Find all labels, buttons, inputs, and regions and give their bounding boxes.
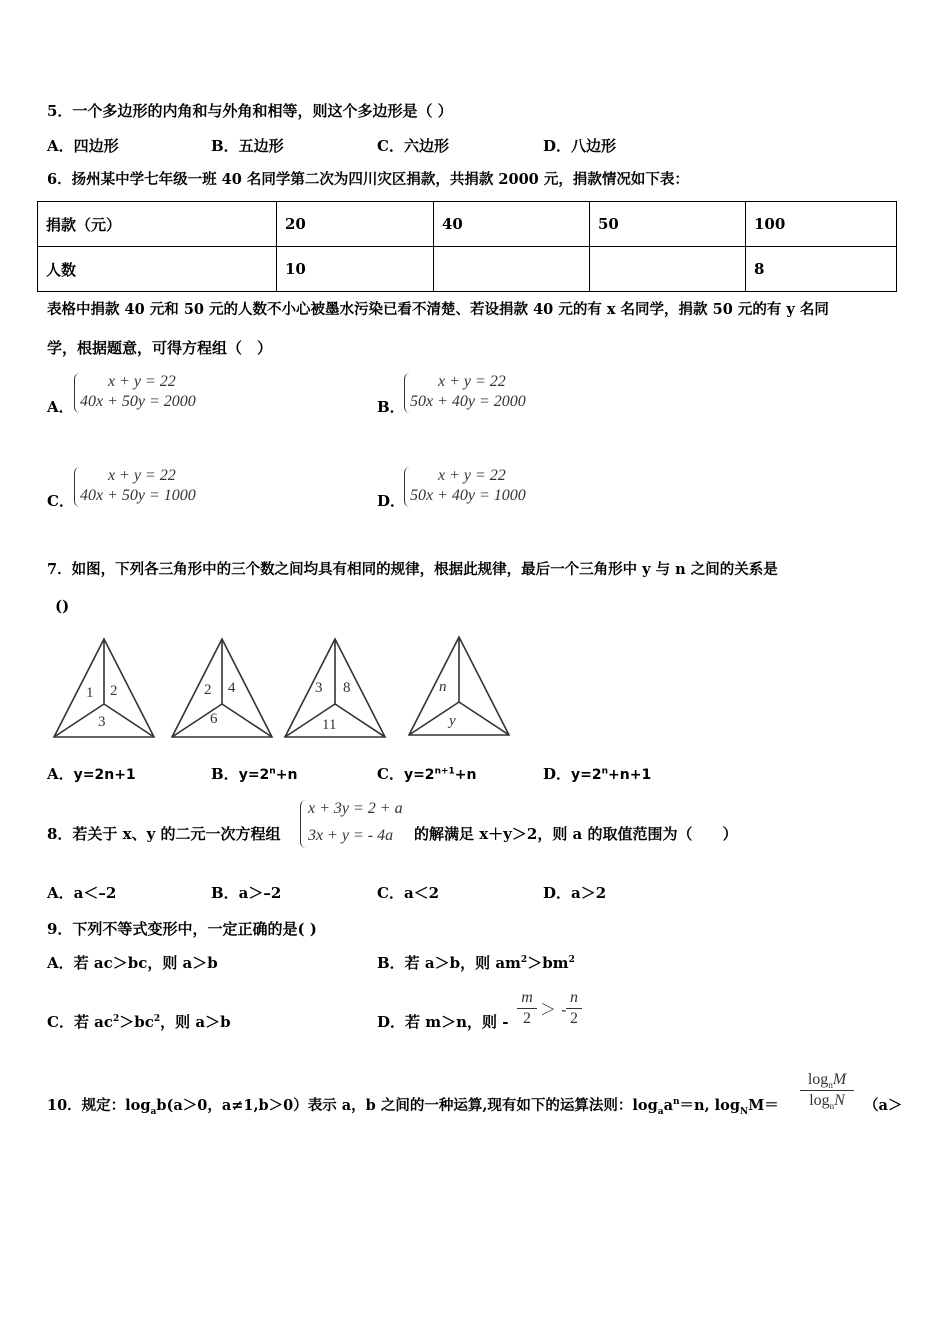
q8-equation-system xyxy=(300,800,412,850)
equation: 3x + y = - 4a xyxy=(308,827,394,844)
triangle-number: 6 xyxy=(210,711,218,727)
option-text: +n xyxy=(454,767,477,783)
q7-option-a xyxy=(47,764,136,785)
option-text: ，则 a＞b xyxy=(160,1013,231,1031)
equation: 50x + 40y = 2000 xyxy=(410,393,526,410)
option-text: ＞bc xyxy=(119,1013,154,1031)
stem-text: M＝ xyxy=(748,1097,779,1114)
q5-option-b: B．五边形 xyxy=(211,137,284,155)
triangle-number: 11 xyxy=(322,717,337,733)
equation: 40x + 50y = 1000 xyxy=(80,487,196,504)
equation: x + y = 22 xyxy=(108,373,176,390)
option-text: y=2 xyxy=(571,767,602,783)
triangle-number: 3 xyxy=(98,714,106,730)
q8-stem-end: 的解满足 x＋y＞2，则 a 的取值范围为（ ） xyxy=(414,825,738,843)
equation: x + y = 22 xyxy=(108,467,176,484)
q5-option-a: A．四边形 xyxy=(47,137,119,155)
q9-option-a: A．若 ac＞bc，则 a＞b xyxy=(47,954,218,972)
table-row xyxy=(38,202,897,247)
table-cell: 20 xyxy=(277,202,434,247)
option-text: y=2 xyxy=(238,767,270,783)
numerator: m xyxy=(521,989,533,1006)
equation: 50x + 40y = 1000 xyxy=(410,487,526,504)
exponent: 2 xyxy=(568,955,575,965)
exponent: n xyxy=(601,766,609,777)
q8-option-c: C．a＜2 xyxy=(377,884,440,902)
q7-stem: 7．如图，下列各三角形中的三个数之间均具有相同的规律，根据此规律，最后一个三角形中 y 与 n 之间的关系是 xyxy=(47,561,778,578)
exponent: n xyxy=(269,766,276,777)
triangle-number: 1 xyxy=(86,685,94,701)
exponent: 2 xyxy=(113,1014,120,1024)
option-text: ＞bm xyxy=(527,954,569,972)
stem-text: 10．规定：log xyxy=(47,1097,151,1114)
equation: x + 3y = 2 + a xyxy=(308,800,403,817)
option-label: C． xyxy=(377,765,404,783)
exponent: 2 xyxy=(520,955,528,965)
triangle-number: 3 xyxy=(315,680,323,696)
greater-than-sign: ＞ - xyxy=(540,1000,567,1019)
table-cell: 100 xyxy=(746,202,897,247)
q6-text-line2: 学，根据题意，可得方程组（ ） xyxy=(47,339,273,357)
triangle-figure-2 xyxy=(168,634,278,742)
table-cell: 人数 xyxy=(38,247,277,292)
denominator: 2 xyxy=(570,1010,578,1027)
q6-option-b-system xyxy=(404,373,564,417)
subscript: a xyxy=(657,1106,664,1117)
triangle-figure-3 xyxy=(281,634,391,742)
numerator xyxy=(800,1070,854,1090)
donation-table xyxy=(37,201,897,292)
q8-stem-start: 8．若关于 x、y 的二元一次方程组 xyxy=(47,825,281,843)
q7-option-c xyxy=(377,764,476,785)
triangle-number: 8 xyxy=(343,680,351,696)
numerator: n xyxy=(570,989,578,1006)
q6-option-a-system xyxy=(74,373,234,417)
subscript: n xyxy=(829,1101,835,1112)
triangle-number: 4 xyxy=(228,680,236,696)
brace xyxy=(300,800,308,848)
q6-stem: 6．扬州某中学七年级一班 40 名同学第二次为四川灾区捐款，共捐款 2000 元，捐款情况如下表： xyxy=(47,171,689,188)
q9-stem: 9．下列不等式变形中，一定正确的是( ) xyxy=(47,920,317,938)
option-text: +n xyxy=(275,767,298,783)
q8-option-a: A．a＜–2 xyxy=(47,884,117,902)
variable: N xyxy=(834,1092,845,1109)
stem-text: b(a＞0，a≠1,b＞0）表示 a，b 之间的一种运算,现有如下的运算法则：log xyxy=(156,1097,658,1114)
q6-text-line1: 表格中捐款 40 元和 50 元的人数不小心被墨水污染已看不清楚、若设捐款 40 元的有 x 名同学，捐款 50 元的有 y 名同 xyxy=(47,301,829,318)
variable: M xyxy=(832,1071,847,1088)
q6-option-d-system xyxy=(404,467,564,511)
triangle-number: n xyxy=(439,679,447,695)
table-cell: 10 xyxy=(277,247,434,292)
q6-option-c-label: C． xyxy=(47,492,74,510)
exponent: 2 xyxy=(153,1014,161,1024)
log-text: log xyxy=(809,1092,830,1109)
exponent: n xyxy=(672,1097,680,1108)
denominator xyxy=(800,1091,854,1111)
option-text: B．若 a＞b，则 am xyxy=(377,954,521,972)
q5-option-d: D．八边形 xyxy=(543,137,617,155)
q9-option-b xyxy=(377,953,575,973)
q6-option-d-label: D． xyxy=(377,492,406,510)
triangle-number: y xyxy=(449,713,456,729)
table-cell: 50 xyxy=(590,202,746,247)
log-text: log xyxy=(807,1071,829,1088)
table-row xyxy=(38,247,897,292)
stem-text: a xyxy=(663,1097,673,1114)
log-fraction xyxy=(800,1070,854,1111)
subscript: n xyxy=(828,1080,833,1091)
option-label: A． xyxy=(47,765,74,783)
q7-option-d xyxy=(543,764,651,785)
stem-text: ＝n, log xyxy=(679,1097,740,1114)
table-cell: 捐款（元） xyxy=(38,202,277,247)
equation: x + y = 22 xyxy=(438,373,506,390)
denominator: 2 xyxy=(523,1010,531,1027)
fraction xyxy=(517,988,537,1029)
option-label: D． xyxy=(543,765,572,783)
subscript: a xyxy=(150,1106,157,1117)
table-cell: 40 xyxy=(434,202,590,247)
option-text: y=2n+1 xyxy=(73,767,136,783)
q8-option-b: B．a＞–2 xyxy=(211,884,282,902)
q6-option-b-label: B． xyxy=(377,398,405,416)
triangle-figure-4 xyxy=(405,632,515,740)
option-text: +n+1 xyxy=(608,767,652,783)
table-cell xyxy=(434,247,590,292)
table-cell: 8 xyxy=(746,247,897,292)
q9-option-d-text: D．若 m＞n，则 - xyxy=(377,1013,509,1031)
equation: 40x + 50y = 2000 xyxy=(80,393,196,410)
q6-option-c-system xyxy=(74,467,234,511)
q5-stem: 5．一个多边形的内角和与外角和相等，则这个多边形是（ ） xyxy=(47,102,453,120)
triangle-number: 2 xyxy=(204,682,212,698)
q10-stem-tail: （a＞ xyxy=(864,1097,903,1114)
option-text: y=2 xyxy=(403,767,435,783)
q7-option-b xyxy=(211,764,297,785)
q10-stem xyxy=(47,1096,779,1116)
option-text: C．若 ac xyxy=(47,1013,114,1031)
table-cell xyxy=(590,247,746,292)
q5-option-c: C．六边形 xyxy=(377,137,449,155)
q8-option-d: D．a＞2 xyxy=(543,884,607,902)
q7-paren: () xyxy=(55,597,70,615)
exponent: n+1 xyxy=(434,766,455,777)
subscript: N xyxy=(740,1106,749,1117)
equation: x + y = 22 xyxy=(438,467,506,484)
fraction xyxy=(566,988,582,1029)
q6-option-a-label: A． xyxy=(47,398,74,416)
triangle-figure-1 xyxy=(50,634,160,742)
triangle-number: 2 xyxy=(110,683,118,699)
q9-option-c xyxy=(47,1012,231,1032)
option-label: B． xyxy=(211,765,239,783)
